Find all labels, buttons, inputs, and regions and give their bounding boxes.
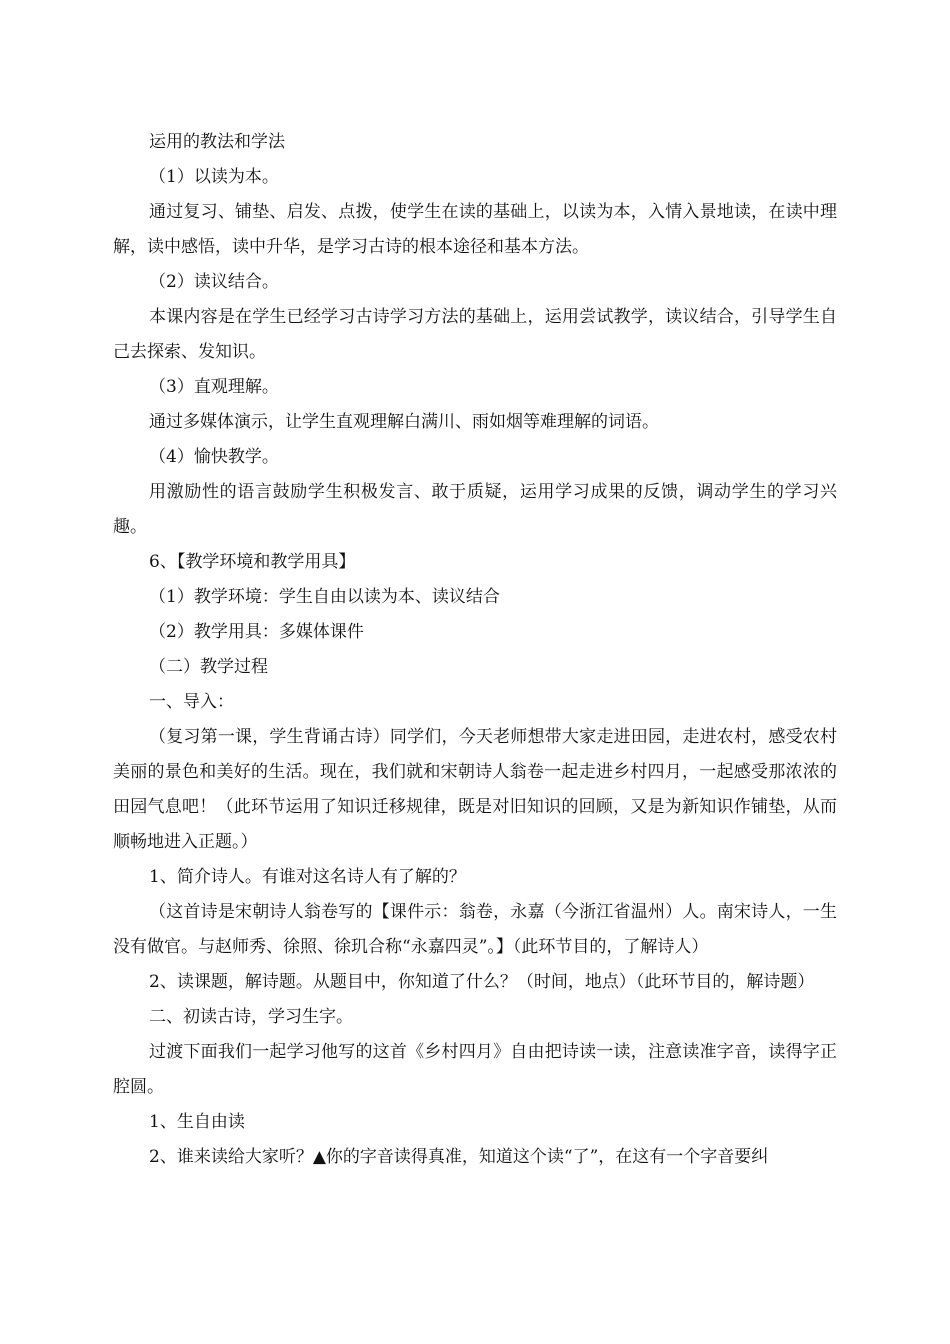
item-read-aloud: 2、谁来读给大家听？▲你的字音读得真准，知道这个读“了”，在这有一个字音要纠 [149, 1147, 769, 1167]
paragraph-poet-introduction: （这首诗是宋朝诗人翁卷写的【课件示：翁卷，永嘉（今浙江省温州）人。南宋诗人，一生没有做官。与赵师秀、徐照、徐玑合称“永嘉四灵”。】（此环节目的，了解诗人） [113, 902, 837, 957]
paragraph-reading-discussion: 本课内容是在学生已经学习古诗学习方法的基础上，运用尝试教学，读议结合，引导学生自己去探索、发知识。 [113, 307, 837, 362]
item-read-title: 2、读课题，解诗题。从题目中，你知道了什么？（时间，地点）（此环节目的，解诗题） [149, 972, 815, 992]
document-body [113, 125, 837, 1175]
item-visual-understanding: （3）直观理解。 [149, 377, 279, 397]
item-reading-discussion: （2）读议结合。 [149, 272, 279, 292]
item-teaching-environment: （1）教学环境：学生自由以读为本、读议结合 [149, 587, 500, 607]
heading-teaching-methods: 运用的教法和学法 [149, 132, 285, 152]
heading-introduction: 一、导入： [149, 692, 234, 712]
item-teaching-tools: （2）教学用具：多媒体课件 [149, 622, 364, 642]
paragraph-visual-understanding: 通过多媒体演示，让学生直观理解白满川、雨如烟等难理解的词语。 [149, 412, 659, 432]
item-poet-introduction: 1、简介诗人。有谁对这名诗人有了解的？ [149, 867, 466, 887]
paragraph-happy-teaching: 用激励性的语言鼓励学生积极发言、敢于质疑，运用学习成果的反馈，调动学生的学习兴趣。 [113, 482, 837, 537]
heading-environment-tools: 6、【教学环境和教学用具】 [149, 552, 356, 572]
paragraph-reading-based: 通过复习、铺垫、启发、点拨，使学生在读的基础上，以读为本，入情入景地读，在读中理解，读中感悟，读中升华，是学习古诗的根本途径和基本方法。 [113, 202, 837, 257]
item-happy-teaching: （4）愉快教学。 [149, 447, 279, 467]
item-free-reading: 1、生自由读 [149, 1112, 245, 1132]
paragraph-introduction: （复习第一课，学生背诵古诗）同学们，今天老师想带大家走进田园，走进农村，感受农村美丽的景色和美好的生活。现在，我们就和宋朝诗人翁卷一起走进乡村四月，一起感受那浓浓的田园气息吧！（此环节运用了知识迁移规律，既是对旧知识的回顾，又是为新知识作铺垫，从而顺畅地进入正题。） [113, 727, 837, 852]
heading-first-reading: 二、初读古诗，学习生字。 [149, 1007, 353, 1027]
heading-teaching-process: （二）教学过程 [149, 657, 268, 677]
paragraph-transition: 过渡下面我们一起学习他写的这首《乡村四月》自由把诗读一读，注意读准字音，读得字正腔圆。 [113, 1042, 837, 1097]
item-reading-based: （1）以读为本。 [149, 167, 279, 187]
